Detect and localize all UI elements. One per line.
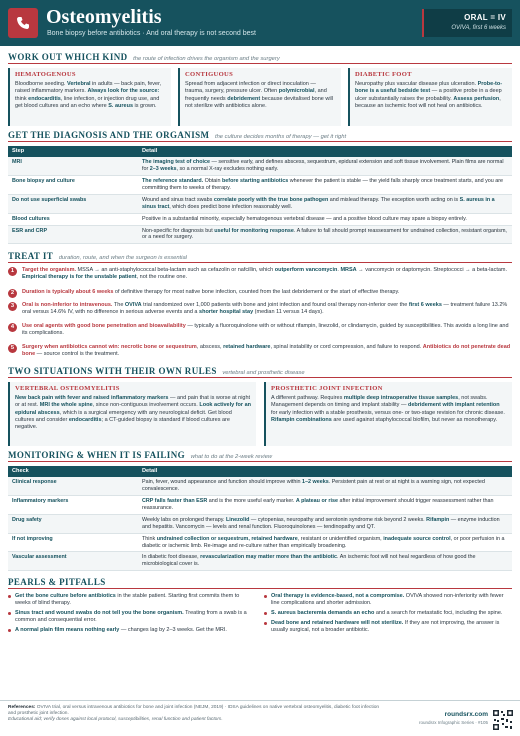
row-detail: In diabetic foot disease, revascularization may matter more than the antibiotic. An ischemic foot will not heal regardless of how good the microbiological cover is. [138, 552, 512, 571]
section-title: TREAT IT [8, 251, 54, 261]
section-monitoring-header [8, 450, 512, 462]
section-pearls-header [8, 577, 512, 589]
list-item: Get the bone culture before antibiotics in the stable patient. Starting first commits them to weeks of blind therapy. [8, 593, 256, 607]
section-title: GET THE DIAGNOSIS AND THE ORGANISM [8, 130, 210, 140]
diagnosis-table [8, 146, 512, 244]
section-subtitle: duration, route, and when the surgeon is essential [58, 255, 187, 261]
card-contiguous [178, 68, 341, 126]
monitoring-table [8, 466, 512, 571]
card-diabetic-foot [348, 68, 512, 126]
bullet-icon [264, 622, 267, 625]
row-detail: Wound and sinus tract swabs correlate poorly with the true bone pathogen and mislead therapy. The exception worth acting on is S. aureus in a sinus tract, which does predict bone infection reasonably well. [138, 194, 512, 213]
step-number: 4 [8, 323, 17, 332]
row-label: Clinical response [8, 477, 138, 495]
section-subtitle: the culture decides months of therapy — get it right [214, 134, 347, 140]
list-item: S. aureus bacteremia demands an echo and a search for metastatic foci, including the spine. [264, 610, 512, 617]
table-row [8, 175, 512, 194]
card-title: PROSTHETIC JOINT INFECTION [271, 385, 383, 392]
list-item: Sinus tract and wound swabs do not tell you the bone organism. Treating from a swab is a common and consequential error. [8, 610, 256, 624]
row-label: Bone biopsy and culture [8, 175, 138, 194]
step-text: Surgery when antibiotics cannot win: necrotic bone or sequestrum, abscess, retained hardware, spinal instability or cord compression, and failure to respond. Antibiotics do not penetrate dead bone — source control is the treatment. [22, 344, 511, 358]
table-row [8, 477, 512, 495]
card-body: New back pain with fever and raised inflammatory markers — and pain that is worse at night or at rest. MRI the whole spine, since non-contiguous involvement occurs. Look actively for an epidural abscess, which is a surgical emergency with any neurological deficit. Get blood cultures and consider endocarditis; a CT-guided biopsy is standard if blood cultures are negative. [15, 395, 251, 430]
table-row [8, 514, 512, 533]
step-number: 5 [8, 344, 17, 353]
step-text: Oral is non-inferior to intravenous. The OVIVA trial randomized over 1,000 patients with bone and joint infection and found oral therapy non-inferior over the first 6 weeks — treatment failure 13.2% oral versus 14.6% IV, with no difference in serious adverse events and a shorter hospital stay (median 11 versus 14 days). [22, 302, 508, 316]
page-subtitle: Bone biopsy before antibiotics · And oral therapy is not second best [47, 30, 256, 37]
treatment-step [8, 344, 512, 358]
table-row [8, 194, 512, 213]
card-hematogenous [8, 68, 171, 126]
section-treat-header [8, 251, 512, 263]
references: References: OVIVA trial, oral versus intravenous antibiotics for bone and joint infection (NEJM, 2019) · IDSA guidelines on native vertebral osteomyelitis, diabetic foot infection and prosthetic joint infection. Educational aid; verify doses against local protocol, susceptibilities, renal function and patient factors. [8, 705, 380, 723]
section-subtitle: what to do at the 2-week review [190, 454, 273, 460]
row-detail: Weekly labs on prolonged therapy. Linezolid — cytopenias, neuropathy and serotonin syndrome risk beyond 2 weeks. Rifampin — enzyme induction and hepatitis. Vancomycin — levels and renal function. Fluoroquinolones — tendinopathy and QT. [138, 514, 512, 533]
row-detail: CRP falls faster than ESR and is the more useful early marker. A plateau or rise after initial improvement should trigger reassessment rather than reassurance. [138, 495, 512, 514]
bullet-icon [264, 612, 267, 615]
treatment-step [8, 302, 512, 316]
row-label: Do not use superficial swabs [8, 194, 138, 213]
table-header-row [8, 466, 512, 477]
table-row [8, 157, 512, 175]
list-item: Dead bone and retained hardware will not sterilize. If they are not improving, the answer is usually surgical, not a broader antibiotic. [264, 620, 512, 634]
list-item: A normal plain film means nothing early — changes lag by 2–3 weeks. Get the MRI. [8, 627, 256, 634]
qr-code-icon [492, 709, 514, 731]
oral-iv-badge [422, 9, 512, 37]
column-header: Step [8, 146, 138, 157]
page-title: Osteomyelitis [46, 6, 162, 28]
step-number: 1 [8, 267, 17, 276]
badge-main: ORAL = IV [464, 13, 506, 22]
card-title: CONTIGUOUS [185, 71, 234, 78]
section-title: TWO SITUATIONS WITH THEIR OWN RULES [8, 366, 217, 376]
table-row [8, 552, 512, 571]
row-label: If not improving [8, 533, 138, 552]
row-detail: The reference standard. Obtain before starting antibiotics whenever the patient is stable — the yield falls sharply once treatment starts, and you are committing them to weeks of therapy. [138, 175, 512, 194]
bullet-icon [8, 612, 11, 615]
treatment-step [8, 289, 512, 298]
badge-sub: OVIVA, first 6 weeks [451, 25, 506, 32]
card-title: HEMATOGENOUS [15, 71, 76, 78]
row-detail: Pain, fever, wound appearance and function should improve within 1–2 weeks. Persistent pain at rest or at night is a warning sign, not expected convalescence. [138, 477, 512, 495]
row-detail: Positive in a substantial minority, especially hematogenous vertebral disease — and a positive blood culture may spare a biopsy entirely. [138, 213, 512, 225]
row-label: Drug safety [8, 514, 138, 533]
row-label: ESR and CRP [8, 225, 138, 244]
row-label: Vascular assessment [8, 552, 138, 571]
section-subtitle: the route of infection drives the organism and the surgery [133, 56, 280, 62]
column-header: Check [8, 466, 138, 477]
column-header: Detail [138, 146, 512, 157]
row-label: MRI [8, 157, 138, 175]
table-row [8, 533, 512, 552]
treatment-step [8, 267, 512, 281]
bullet-icon [8, 629, 11, 632]
row-label: Inflammatory markers [8, 495, 138, 514]
row-label: Blood cultures [8, 213, 138, 225]
card-title: DIABETIC FOOT [355, 71, 412, 78]
bullet-icon [8, 595, 11, 598]
list-item: Oral therapy is evidence-based, not a compromise. OVIVA showed non-inferiority with fewer line complications and shorter admission. [264, 593, 512, 607]
bullet-icon [264, 595, 267, 598]
card-body: Bloodborne seeding. Vertebral in adults — back pain, fever, raised inflammatory markers. Always look for the source: think endocarditis, line infection, or injection drug use, and get blood cultures and an echo where S. aureus is grown. [15, 81, 162, 109]
card-body: Spread from adjacent infection or direct inoculation — trauma, surgery, pressure ulcer. Often polymicrobial, and frequently needs debridement because devitalised bone will not sterilize with antibiotics alone. [185, 81, 333, 109]
card-title: VERTEBRAL OSTEOMYELITIS [15, 385, 120, 392]
section-kind-header [8, 52, 512, 64]
series-label: roundsrx Infographic Series · #105 [418, 720, 488, 725]
treatment-step [8, 323, 512, 337]
footer [0, 700, 520, 736]
section-diagnosis-header [8, 130, 512, 142]
row-detail: Think undrained collection or sequestrum, retained hardware, resistant or unidentified organism, inadequate source control, or poor perfusion in a diabetic or ischemic limb. Re-image and re-culture rather than empirically broadening. [138, 533, 512, 552]
table-row [8, 213, 512, 225]
card-prosthetic-joint [264, 382, 512, 446]
section-title: MONITORING & WHEN IT IS FAILING [8, 450, 186, 460]
step-text: Use oral agents with good bone penetration and bioavailability — typically a fluoroquinolone with or without rifampin, linezolid, or clindamycin, guided by susceptibilities. This avoids a long line and its complications. [22, 323, 509, 337]
card-vertebral [8, 382, 256, 446]
logo [8, 8, 38, 38]
section-title: PEARLS & PITFALLS [8, 577, 106, 587]
step-number: 2 [8, 289, 17, 298]
section-title: WORK OUT WHICH KIND [8, 52, 128, 62]
pearls-left [8, 593, 256, 637]
header [0, 0, 520, 46]
site-link[interactable]: roundsrx.com [444, 711, 488, 718]
card-body: Neuropathy plus vascular disease plus ulceration. Probe-to-bone is a useful bedside test — a positive probe in a deep ulcer substantially raises the probability. Assess perfusion, because an ischemic foot will not heal on antibiotics. [355, 81, 503, 109]
step-number: 3 [8, 302, 17, 311]
step-text: Target the organism. MSSA → an anti-staphylococcal beta-lactam such as cefazolin or nafcillin, which outperform vancomycin. MRSA → vancomycin or daptomycin. Streptococci → a beta-lactam. Empirical therapy is for the unstable patient, not the routine one. [22, 267, 508, 281]
disclaimer: Educational aid; verify doses against local protocol, susceptibilities, renal function and patient factors. [8, 717, 223, 723]
row-detail: Non-specific for diagnosis but useful for monitoring response. A failure to fall should prompt reassessment for undrained collection, resistant organism, or a need for surgery. [138, 225, 512, 244]
section-subtitle: vertebral and prosthetic disease [222, 370, 305, 376]
card-body: A different pathway. Requires multiple deep intraoperative tissue samples, not swabs. Management depends on timing and implant stability — debridement with implant retention for early infection with a stable prosthesis, versus one- or two-stage revision for chronic disease. Rifampin combinations are used against staphylococcal biofilm, but never as monotherapy. [271, 395, 505, 423]
table-row [8, 225, 512, 244]
row-detail: The imaging test of choice — sensitive early, and defines abscess, sequestrum, epidural extension and soft tissue involvement. Plain films are normal for 2–3 weeks, so a normal X-ray excludes nothing early. [138, 157, 512, 175]
phone-icon [15, 15, 31, 31]
section-situations-header [8, 366, 512, 378]
pearls-right [264, 593, 512, 637]
step-text: Duration is typically about 6 weeks of definitive therapy for most native bone infection, counted from the last debridement or the start of effective therapy. [22, 289, 400, 295]
table-header-row [8, 146, 512, 157]
column-header: Detail [138, 466, 512, 477]
table-row [8, 495, 512, 514]
